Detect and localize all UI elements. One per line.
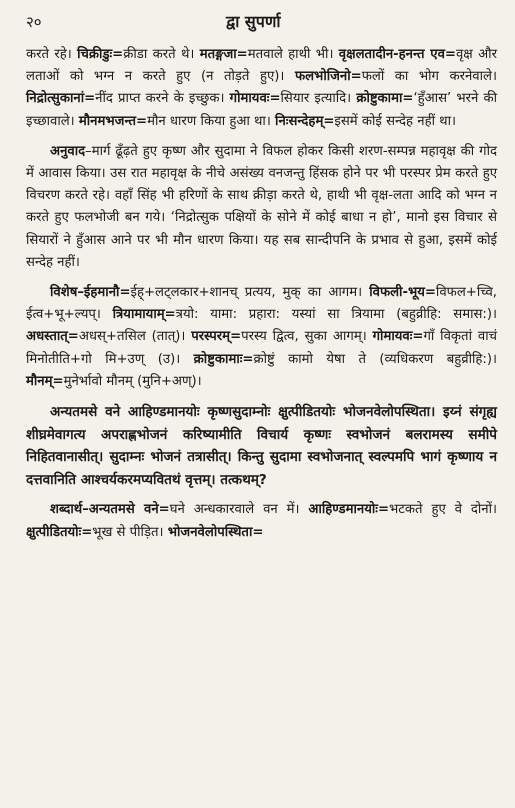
term: निद्रोत्सुकानां= [26,91,96,107]
page-header [26,10,497,44]
term: शब्दार्थ–अन्यतमसे वने= [50,502,170,518]
text-run: –मार्ग ढूँढ़ते हुए कृष्ण और सुदामा ने विफल होकर किसी शरण-सम्पन्न महावृक्ष की गोद में आवास किया। उस रात महावृक्ष के नीचे असंख्य वनजन्तु हिंसक होने पर भी परस्पर प्रेम करते हुए विचरण करते रहे। वहाँ सिंह भी हरिणों के साथ क्रीड़ा करते थे, हाथी भी वृक्ष-लता आदि को भग्न न करते हुए फलभोजी बन गये। ‘निद्रोत्सुक पक्षियों के सोने में कोई बाधा न हो’, मानो इस विचार से सियारों ने हुँआस आने पर भी मौन धारण किया। यह सब सान्दीपनि के प्रभाव से हुआ, इसमें कोई सन्देह नहीं। [26,143,497,270]
term: मौनम्= [26,373,64,389]
text-run: भूख से पीड़ित। [92,524,168,540]
term: विफली-भूय= [369,285,436,301]
text-run: मुनेर्भावो मौनम् (मुनि+अण्)। [63,373,202,389]
term: वृक्षलतादीन-हनन्त एव= [338,47,456,62]
term: क्षुत्पीडितयोः= [26,524,93,540]
text-run: गाँ विकृतां वाचं मिनोतीति+गो मि+उण् (उ)। [26,329,497,367]
term: क्रोष्टुकामा= [356,91,414,107]
text-run: करते रहे। [26,47,78,62]
term: निःसन्देहम्= [275,113,335,129]
term: अनुवाद [50,143,86,159]
term: त्रियामायाम्= [112,307,176,323]
term: विशेष–ईहमानौ= [50,285,131,301]
text-run: घने अन्धकारवाले वन में। [169,502,309,518]
term: अधस्तात्= [26,329,79,345]
text-run: क्रोष्टुं कामो येषा ते (व्यधिकरण बहुव्रीहि:)। [253,351,497,367]
translation-paragraph [26,141,497,274]
term: भोजनवेलोपस्थिता= [167,524,264,540]
text-run: ईह्+लट्‌लकार+शानच् प्रत्यय, मुक् का आगम। [130,285,370,301]
text-run: मौन धारण किया हुआ था। [147,113,276,129]
sanskrit-text: अन्यतमसे वने आहिण्डमानयोः कृष्णसुदाम्नोः क्षुत्पीडितयोः भोजनवेलोपस्थिता। इय्नं संगृह्य शीघ्रमेवागत्य अपराह्णभोजनं करिष्यामीति विचार्य कृष्णः स्वभोजनं बलरामस्य समीपे निहितवानासीत्। सुदाम्नः भोजनं तत्रासीत्। किन्तु सुदामा स्वभोजनात् स्वल्पमपि भागं कृष्णाय न दत्तवानिति आश्चर्यकरमप्यवितथं वृत्तम्। तत्कथम्? [26,404,497,488]
text-run: परस्य द्वित्व, सुका आगम्। [241,329,373,345]
term: मौनमभजन्त= [78,113,148,129]
text-run: अधस्+तसिल (तात्)। [78,329,192,345]
text-run: भटकते हुए वे दोनों। [389,502,497,518]
text-run: ‘हुँआस’ भरने की इच्छावाले। [26,91,497,129]
text-run: सियार इत्यादि। [280,91,357,107]
term: मतङ्गजा= [199,47,248,62]
text-run: मतवाले हाथी भी। [247,47,339,62]
text-run: त्रयो: यामा: प्रहारा: यस्यां सा त्रियामा (बहुव्रीहि: समास:)। [175,307,498,323]
text-run: इसमें कोई सन्देह नहीं था। [334,113,457,129]
grammar-notes-paragraph [26,282,497,393]
text-run: नींद प्राप्त करने के इच्छुक। [95,91,230,107]
term: क्रोष्टुकामाः= [193,351,254,367]
page-number: २० [26,13,42,31]
term: परस्परम्= [191,329,242,345]
term: आहिण्डमानयोः= [308,502,389,518]
term: गोमायवः= [229,91,281,107]
text-run: फलों का भोग करनेवाले। [361,69,497,85]
text-run: क्रीडा करते थे। [123,47,200,62]
term: गोमायवः= [372,329,424,345]
term: फलभोजिनो= [294,69,362,85]
word-meaning-paragraph [26,499,497,543]
running-title: द्वा सुपर्णा [226,12,281,31]
text-run: वृक्ष और लताओं को भग्न न करते हुए (न तोड़ते हुए)। [26,47,497,85]
term: चिक्रीडुः= [77,47,124,62]
text-run: विफल+च्वि, ईत्व+भू+ल्यप्। [26,285,497,323]
glossary-paragraph [26,44,497,133]
